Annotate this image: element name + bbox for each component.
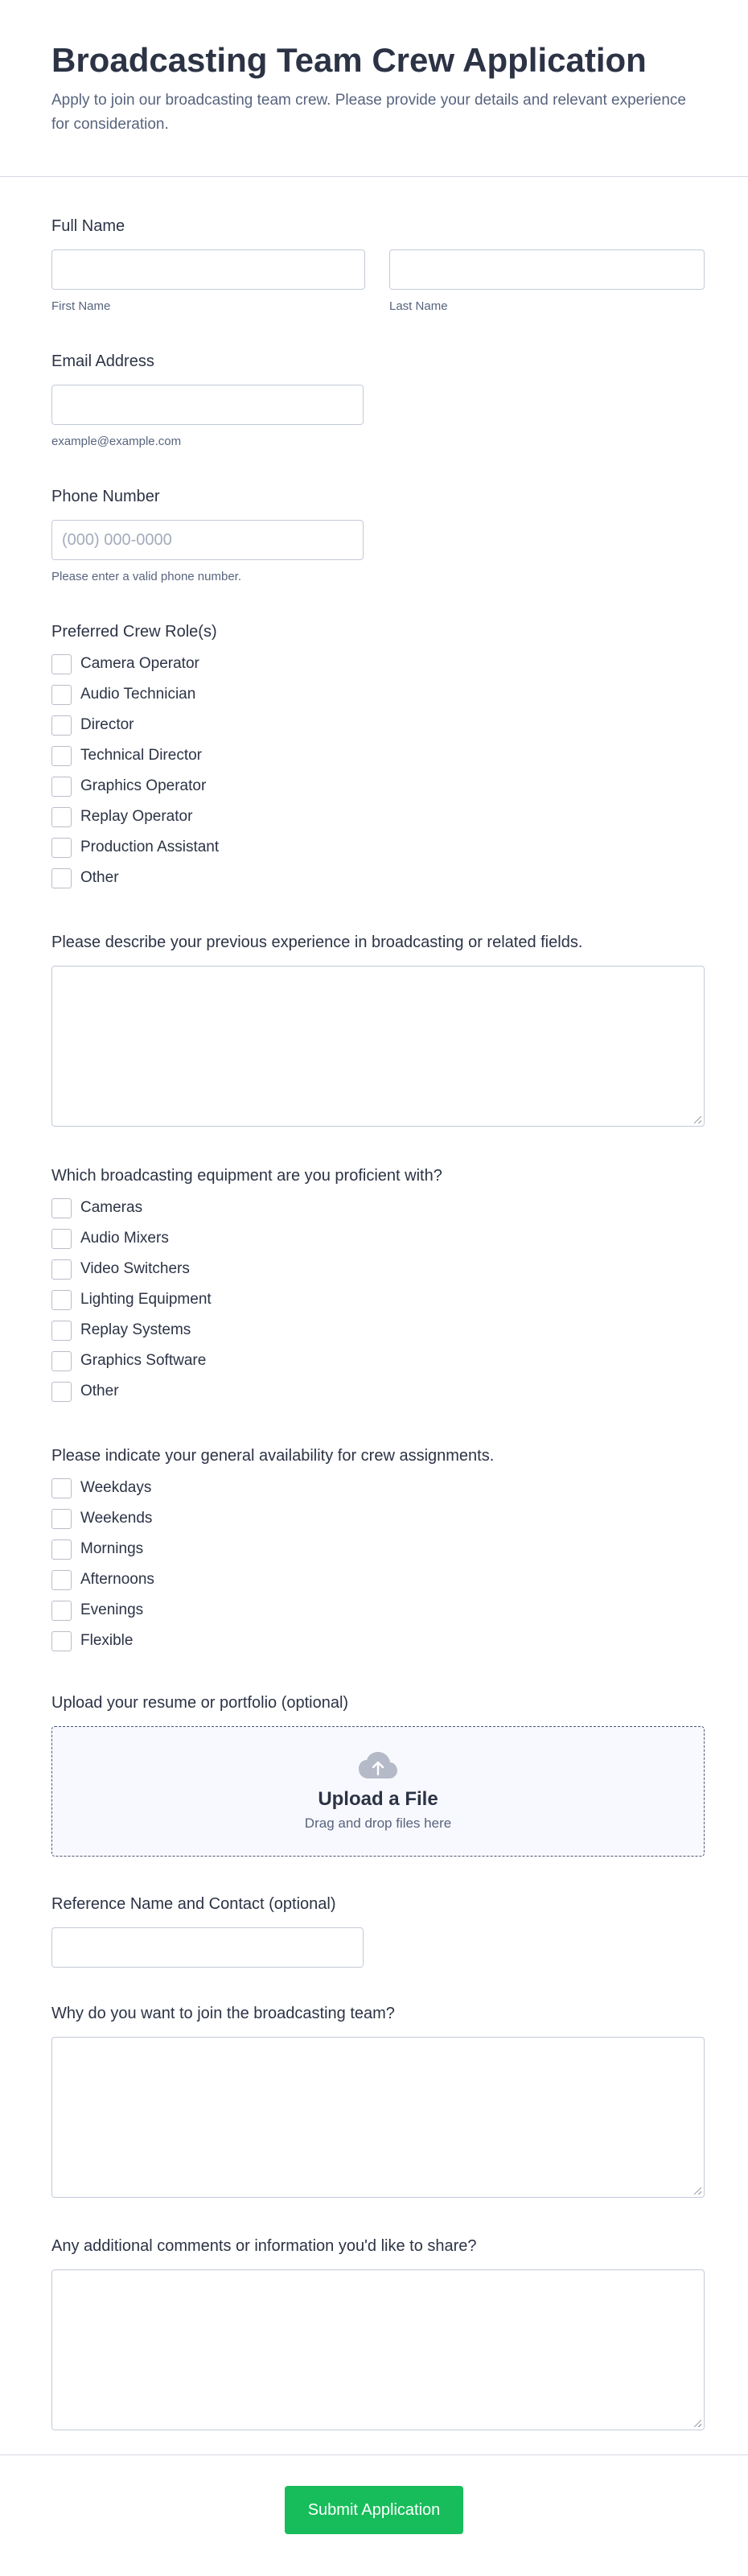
submit-button[interactable]: Submit Application xyxy=(285,2486,463,2534)
cloud-upload-icon xyxy=(358,1751,398,1780)
option-label: Production Assistant xyxy=(80,839,220,855)
role-option[interactable] xyxy=(51,771,219,802)
equipment-option[interactable] xyxy=(51,1284,442,1315)
option-label: Replay Operator xyxy=(80,808,193,825)
option-label: Evenings xyxy=(80,1601,144,1618)
option-label: Graphics Software xyxy=(80,1352,207,1369)
checkbox[interactable] xyxy=(51,1478,72,1498)
option-label: Video Switchers xyxy=(80,1260,190,1277)
role-option[interactable] xyxy=(51,832,219,863)
equipment-option[interactable] xyxy=(51,1193,442,1223)
first-name-group xyxy=(51,249,365,313)
upload-subtitle: Drag and drop files here xyxy=(304,1816,452,1831)
checkbox[interactable] xyxy=(51,1259,72,1280)
role-option[interactable] xyxy=(51,679,219,710)
upload-label: Upload your resume or portfolio (optional) xyxy=(51,1694,349,1712)
availability-label: Please indicate your general availability for crew assignments. xyxy=(51,1447,495,1465)
option-label: Audio Mixers xyxy=(80,1230,169,1247)
checkbox[interactable] xyxy=(51,868,72,888)
checkbox[interactable] xyxy=(51,1229,72,1249)
role-option[interactable] xyxy=(51,863,219,893)
crew-roles-options xyxy=(51,649,219,893)
option-label: Camera Operator xyxy=(80,655,199,672)
option-label: Flexible xyxy=(80,1632,134,1649)
option-label: Technical Director xyxy=(80,747,202,764)
equipment-option[interactable] xyxy=(51,1223,442,1254)
option-label: Afternoons xyxy=(80,1571,154,1588)
first-name-input[interactable] xyxy=(51,249,365,290)
comments-label: Any additional comments or information you'd like to share? xyxy=(51,2237,477,2255)
equipment-option[interactable] xyxy=(51,1376,442,1407)
equipment-label: Which broadcasting equipment are you proficient with? xyxy=(51,1167,442,1185)
role-option[interactable] xyxy=(51,710,219,740)
why-join-question xyxy=(51,2003,705,2198)
experience-question xyxy=(51,932,705,1127)
option-label: Other xyxy=(80,1383,119,1399)
equipment-option[interactable] xyxy=(51,1346,442,1376)
form-title: Broadcasting Team Crew Application xyxy=(51,41,647,79)
checkbox[interactable] xyxy=(51,685,72,705)
reference-input[interactable] xyxy=(51,1927,364,1968)
upload-title: Upload a File xyxy=(318,1788,438,1810)
checkbox[interactable] xyxy=(51,1321,72,1341)
checkbox[interactable] xyxy=(51,807,72,827)
email-input[interactable] xyxy=(51,385,364,425)
option-label: Weekends xyxy=(80,1510,153,1527)
availability-option[interactable] xyxy=(51,1534,494,1564)
option-label: Replay Systems xyxy=(80,1321,191,1338)
email-sublabel: example@example.com xyxy=(51,435,182,448)
option-label: Audio Technician xyxy=(80,686,196,703)
comments-question xyxy=(51,2236,705,2430)
why-join-label: Why do you want to join the broadcasting team? xyxy=(51,2005,395,2022)
checkbox[interactable] xyxy=(51,654,72,674)
option-label: Mornings xyxy=(80,1540,144,1557)
resize-handle-icon[interactable] xyxy=(694,2420,701,2427)
equipment-option[interactable] xyxy=(51,1254,442,1284)
checkbox[interactable] xyxy=(51,838,72,858)
reference-question xyxy=(51,1894,364,1968)
crew-roles-question xyxy=(51,621,219,893)
phone-sublabel: Please enter a valid phone number. xyxy=(51,570,241,583)
role-option[interactable] xyxy=(51,802,219,832)
checkbox[interactable] xyxy=(51,777,72,797)
checkbox[interactable] xyxy=(51,1351,72,1371)
checkbox[interactable] xyxy=(51,1198,72,1218)
option-label: Cameras xyxy=(80,1199,143,1216)
option-label: Other xyxy=(80,869,119,886)
phone-label: Phone Number xyxy=(51,488,160,505)
comments-textarea[interactable] xyxy=(51,2269,705,2430)
equipment-options xyxy=(51,1193,442,1407)
last-name-sublabel: Last Name xyxy=(389,299,448,313)
role-option[interactable] xyxy=(51,740,219,771)
phone-input[interactable] xyxy=(51,520,364,560)
checkbox[interactable] xyxy=(51,1631,72,1651)
option-label: Director xyxy=(80,716,134,733)
email-question xyxy=(51,351,364,448)
phone-question xyxy=(51,486,364,583)
form-footer xyxy=(0,2454,748,2576)
checkbox[interactable] xyxy=(51,746,72,766)
crew-roles-label: Preferred Crew Role(s) xyxy=(51,623,217,641)
file-dropzone[interactable] xyxy=(51,1726,705,1857)
experience-label: Please describe your previous experience in broadcasting or related fields. xyxy=(51,934,583,951)
role-option[interactable] xyxy=(51,649,219,679)
full-name-label: Full Name xyxy=(51,217,125,235)
option-label: Graphics Operator xyxy=(80,777,207,794)
availability-option[interactable] xyxy=(51,1503,494,1534)
full-name-row xyxy=(51,249,705,313)
checkbox[interactable] xyxy=(51,1509,72,1529)
availability-options xyxy=(51,1473,494,1656)
availability-option[interactable] xyxy=(51,1473,494,1503)
first-name-sublabel: First Name xyxy=(51,299,111,313)
availability-option[interactable] xyxy=(51,1595,494,1626)
last-name-input[interactable] xyxy=(389,249,705,290)
checkbox[interactable] xyxy=(51,1382,72,1402)
email-label: Email Address xyxy=(51,352,154,370)
checkbox[interactable] xyxy=(51,715,72,736)
checkbox[interactable] xyxy=(51,1570,72,1590)
checkbox[interactable] xyxy=(51,1601,72,1621)
option-label: Lighting Equipment xyxy=(80,1291,212,1308)
availability-option[interactable] xyxy=(51,1626,494,1656)
reference-label: Reference Name and Contact (optional) xyxy=(51,1895,336,1913)
resize-handle-icon[interactable] xyxy=(694,1116,701,1123)
equipment-option[interactable] xyxy=(51,1315,442,1346)
option-label: Weekdays xyxy=(80,1479,152,1496)
why-join-textarea[interactable] xyxy=(51,2037,705,2198)
experience-textarea[interactable] xyxy=(51,966,705,1127)
availability-option[interactable] xyxy=(51,1564,494,1595)
full-name-question xyxy=(51,216,705,313)
last-name-group xyxy=(389,249,705,313)
upload-question xyxy=(51,1692,705,1857)
availability-question xyxy=(51,1445,494,1656)
equipment-question xyxy=(51,1165,442,1407)
resize-handle-icon[interactable] xyxy=(694,2187,701,2195)
form-description: Apply to join our broadcasting team crew. Please provide your details and relevant experience for consideration. xyxy=(51,92,686,133)
checkbox[interactable] xyxy=(51,1290,72,1310)
form-header xyxy=(0,0,748,177)
checkbox[interactable] xyxy=(51,1539,72,1560)
